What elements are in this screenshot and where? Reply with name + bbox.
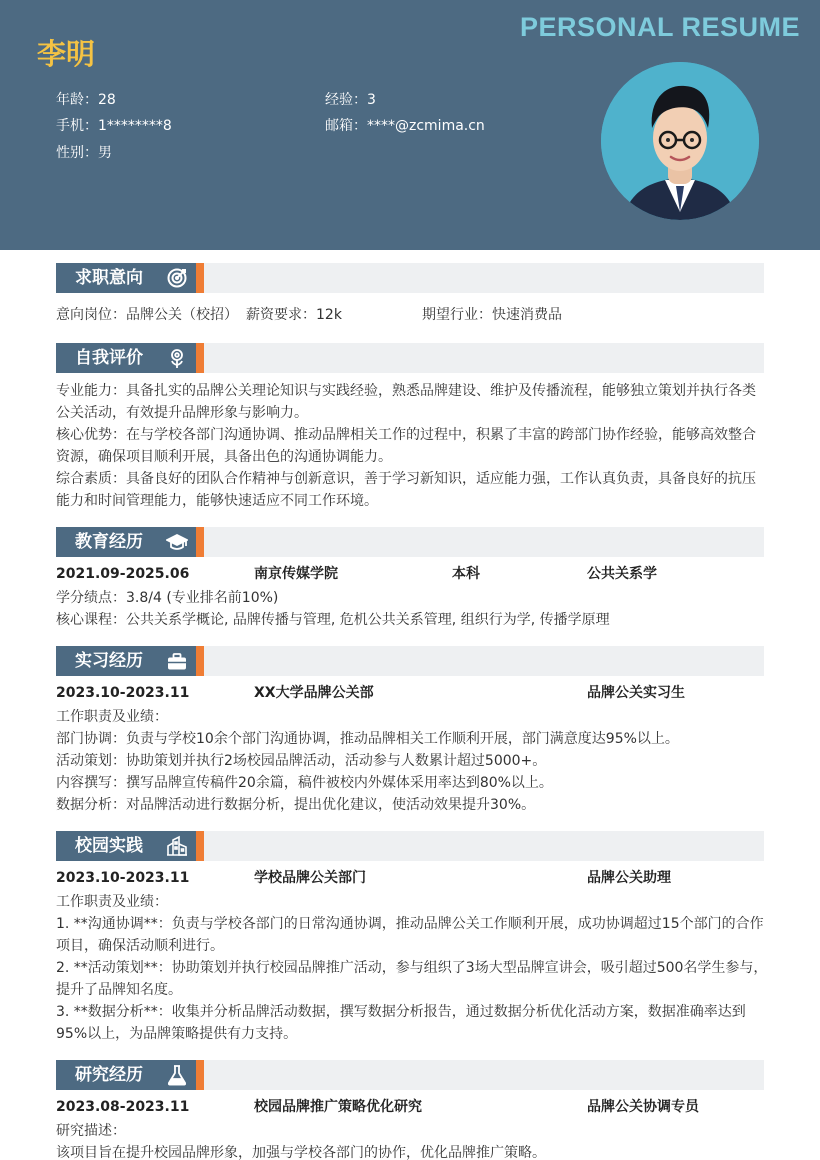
internship-line: 部门协调：负责与学校10余个部门沟通协调，推动品牌相关工作顺利开展，部门满意度达95%以上。 (56, 731, 679, 747)
internship-line: 工作职责及业绩： (56, 709, 168, 725)
intent-position: 意向岗位：品牌公关（校招） (56, 307, 238, 323)
section-title: 教育经历 (56, 527, 196, 557)
brand-title: PERSONAL RESUME (519, 12, 800, 42)
experience-field: 经验：3 (325, 92, 376, 108)
internship-line: 内容撰写：撰写品牌宣传稿件20余篇，稿件被校内外媒体采用率达到80%以上。 (56, 775, 553, 791)
research-line: 研究描述： (56, 1123, 126, 1139)
self-evaluation-qualities: 综合素质：具备良好的团队合作精神与创新意识，善于学习新知识，适应能力强，工作认真负责，具备良好的抗压能力和时间管理能力，能够快速适应不同工作环境。 (56, 471, 756, 509)
education-degree: 本科 (452, 566, 480, 582)
research-topic: 校园品牌推广策略优化研究 (254, 1099, 422, 1115)
research-role: 品牌公关协调专员 (587, 1099, 699, 1115)
research-date: 2023.08-2023.11 (56, 1099, 190, 1115)
internship-line: 数据分析：对品牌活动进行数据分析，提出优化建议，使活动效果提升30%。 (56, 797, 536, 813)
section-title: 校园实践 (56, 831, 196, 861)
section-accent (196, 831, 204, 861)
flower-icon (166, 347, 188, 369)
education-row (56, 563, 764, 585)
self-evaluation-strengths: 核心优势：在与学校各部门沟通协调、推动品牌相关工作的过程中，积累了丰富的跨部门协作经验，能够高效整合资源，确保项目顺利开展，具备出色的沟通协调能力。 (56, 427, 756, 465)
campus-role: 品牌公关助理 (587, 870, 671, 886)
internship-role: 品牌公关实习生 (587, 685, 685, 701)
section-title: 实习经历 (56, 646, 196, 676)
section-accent (196, 1060, 204, 1090)
section-campus-practice (56, 831, 764, 861)
education-courses: 核心课程：公共关系学概论, 品牌传播与管理, 危机公共关系管理, 组织行为学, 传播学原理 (56, 612, 610, 628)
education-gpa: 学分绩点：3.8/4 (专业排名前10%) (56, 590, 279, 606)
gender-field: 性别：男 (56, 145, 112, 161)
building-icon (166, 835, 188, 857)
section-self-evaluation (56, 343, 764, 373)
campus-organization: 学校品牌公关部门 (254, 870, 366, 886)
email-field: 邮箱：****@zcmima.cn (325, 118, 485, 134)
education-major: 公共关系学 (587, 566, 657, 582)
section-title: 自我评价 (56, 343, 196, 373)
internship-company: XX大学品牌公关部 (254, 685, 374, 701)
briefcase-icon (166, 650, 188, 672)
section-accent (196, 527, 204, 557)
phone-field: 手机：1********8 (56, 118, 172, 134)
education-date: 2021.09-2025.06 (56, 566, 190, 582)
campus-line: 2. **活动策划**：协助策划并执行校园品牌推广活动，参与组织了3场大型品牌宣讲会，吸引超过500名学生参与，提升了品牌知名度。 (56, 960, 768, 998)
avatar (601, 62, 759, 220)
section-accent (196, 263, 204, 293)
section-internship (56, 646, 764, 676)
education-school: 南京传媒学院 (254, 566, 338, 582)
campus-line: 3. **数据分析**：收集并分析品牌活动数据，撰写数据分析报告，通过数据分析优化活动方案，数据准确率达到95%以上，为品牌策略提供有力支持。 (56, 1004, 746, 1042)
campus-line: 工作职责及业绩： (56, 894, 168, 910)
campus-row (56, 867, 764, 889)
self-evaluation-skills: 专业能力：具备扎实的品牌公关理论知识与实践经验，熟悉品牌建设、维护及传播流程，能够独立策划并执行各类公关活动，有效提升品牌形象与影响力。 (56, 383, 756, 421)
target-icon (166, 267, 188, 289)
section-research (56, 1060, 764, 1090)
section-accent (196, 646, 204, 676)
resume-header (0, 0, 820, 250)
research-row (56, 1096, 764, 1118)
section-education (56, 527, 764, 557)
section-title: 求职意向 (56, 263, 196, 293)
internship-line: 活动策划：协助策划并执行2场校园品牌活动，活动参与人数累计超过5000+。 (56, 753, 547, 769)
intent-salary: 薪资要求：12k (246, 307, 342, 323)
flask-icon (166, 1064, 188, 1086)
research-line: 该项目旨在提升校园品牌形象，加强与学校各部门的协作，优化品牌推广策略。 (56, 1145, 546, 1160)
internship-date: 2023.10-2023.11 (56, 685, 190, 701)
graduation-cap-icon (166, 531, 188, 553)
intent-industry: 期望行业：快速消费品 (422, 307, 562, 323)
section-accent (196, 343, 204, 373)
section-job-intent (56, 263, 764, 293)
candidate-name: 李明 (37, 37, 96, 71)
age-field: 年龄：28 (56, 92, 116, 108)
campus-line: 1. **沟通协调**：负责与学校各部门的日常沟通协调，推动品牌公关工作顺利开展，成功协调超过15个部门的合作项目，确保活动顺利进行。 (56, 916, 764, 954)
section-title: 研究经历 (56, 1060, 196, 1090)
campus-date: 2023.10-2023.11 (56, 870, 190, 886)
internship-row (56, 682, 764, 704)
